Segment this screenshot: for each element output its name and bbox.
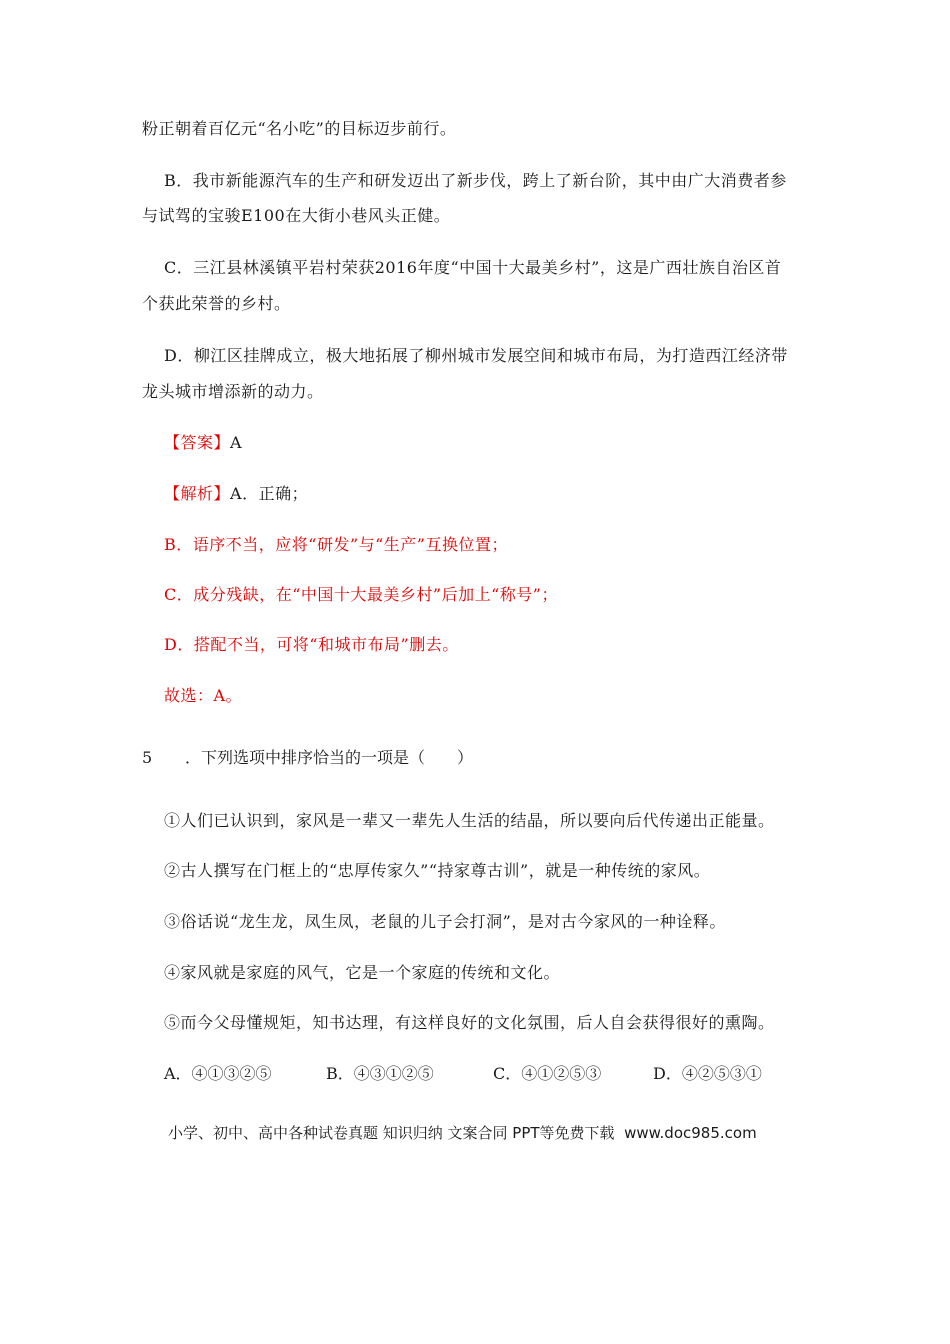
- option-d-line1: D．柳江区挂牌成立，极大地拓展了柳州城市发展空间和城市布局，为打造西江经济带: [164, 346, 788, 365]
- sentence-1: ①人们已认识到，家风是一辈又一辈先人生活的结晶，所以要向后代传递出正能量。: [164, 811, 775, 830]
- analysis-d: D．搭配不当，可将“和城市布局”删去。: [164, 635, 459, 654]
- sentence-4: ④家风就是家庭的风气，它是一个家庭的传统和文化。: [164, 963, 561, 982]
- analysis-c: C．成分残缺，在“中国十大最美乡村”后加上“称号”；: [164, 585, 558, 604]
- option-b-line1: B．我市新能源汽车的生产和研发迈出了新步伐，跨上了新台阶，其中由广大消费者参: [164, 171, 787, 190]
- analysis-b: B．语序不当，应将“研发”与“生产”互换位置；: [164, 535, 508, 554]
- option-d-line2: 龙头城市增添新的动力。: [142, 382, 324, 401]
- option-b-line2: 与试驾的宝骏E100在大街小巷风头正健。: [142, 206, 451, 225]
- sentence-3: ③俗话说“龙生龙，凤生凤，老鼠的儿子会打洞”，是对古今家风的一种诠释。: [164, 912, 726, 931]
- analysis-label: 【解析】: [164, 484, 231, 503]
- footer: [168, 1122, 757, 1144]
- answer-label: 【答案】: [164, 433, 231, 452]
- choice-b: B．④③①②⑤: [326, 1064, 434, 1083]
- option-a-tail: 粉正朝着百亿元“名小吃”的目标迈步前行。: [142, 119, 457, 138]
- answer-line: [164, 432, 242, 454]
- question-number: 5: [142, 748, 153, 767]
- sentence-2: ②古人撰写在门框上的“忠厚传家久”“持家尊古训”，就是一种传统的家风。: [164, 861, 711, 880]
- option-c-line1: C．三江县林溪镇平岩村荣获2016年度“中国十大最美乡村”，这是广西壮族自治区首: [164, 258, 782, 277]
- analysis-a: A．正确；: [230, 484, 309, 503]
- analysis-line: [164, 483, 308, 505]
- answer-value: A: [230, 433, 243, 452]
- conclusion: 故选：A。: [164, 686, 243, 705]
- footer-site-link[interactable]: www.doc985.com: [624, 1124, 757, 1142]
- sentence-5: ⑤而今父母懂规矩，知书达理，有这样良好的文化氛围，后人自会获得很好的熏陶。: [164, 1013, 775, 1032]
- choice-c: C．④①②⑤③: [493, 1064, 602, 1083]
- choice-d: D．④②⑤③①: [653, 1064, 762, 1083]
- footer-text: 小学、初中、高中各种试卷真题 知识归纳 文案合同 PPT等免费下载: [168, 1124, 615, 1142]
- choice-a: A．④①③②⑤: [164, 1064, 272, 1083]
- question-stem: ．下列选项中排序恰当的一项是（ ）: [185, 748, 474, 767]
- option-c-line2: 个获此荣誉的乡村。: [142, 294, 291, 313]
